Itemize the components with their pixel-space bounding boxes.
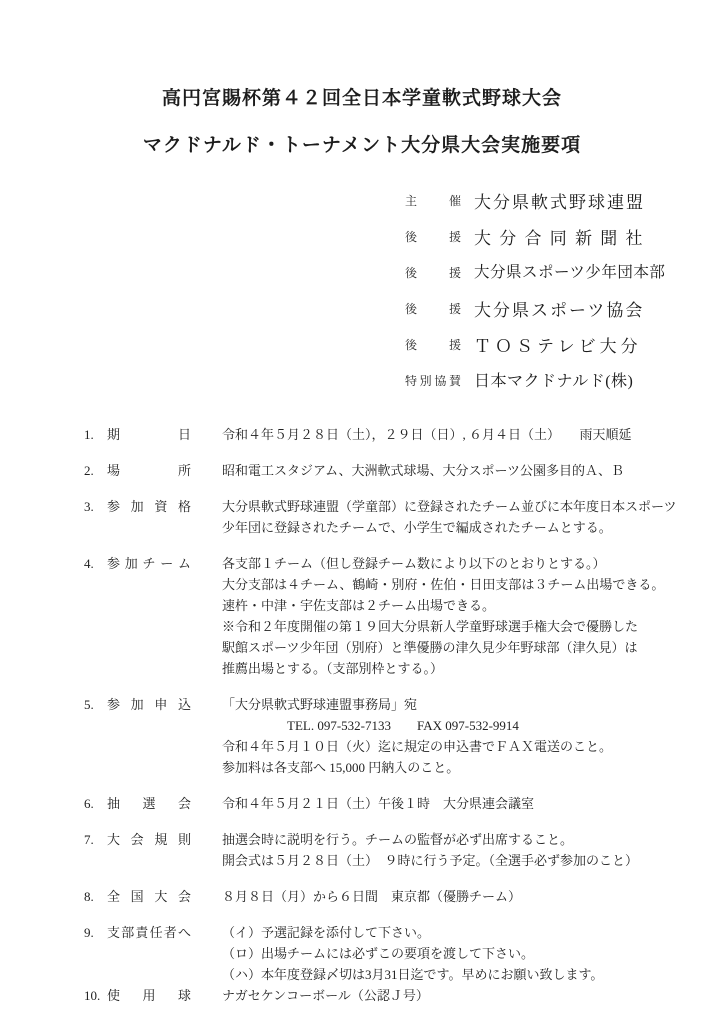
document-title-line2: マクドナルド・トーナメント大分県大会実施要項	[142, 135, 582, 156]
item-number: 6.	[84, 796, 94, 811]
content-line: 昭和電工スタジアム、大洲軟式球場、大分スポーツ公園多目的Ａ、Ｂ	[222, 463, 624, 478]
content-line: （ロ）出場チームには必ずこの要項を渡して下さい。	[222, 946, 535, 961]
item-number: 1.	[84, 427, 94, 442]
list-item	[84, 424, 684, 445]
item-label: 参 加 チ ー ム	[107, 556, 191, 571]
content-line: 令和４年５月１０日（火）迄に規定の申込書でＦＡＸ電送のこと。	[222, 739, 613, 754]
content-line: 駅館スポーツ少年団（別府）と準優勝の津久見少年野球部（津久見）は	[222, 640, 638, 655]
sponsor-role-label: 後 援	[405, 265, 461, 280]
sponsor-role-label: 後 援	[405, 301, 461, 316]
sponsor-name: 大 分 合 同 新 聞 社	[474, 229, 645, 248]
content-line: 少年団に登録されたチームで、小学生で編成されたチームとする。	[222, 520, 612, 535]
item-number: 10.	[84, 988, 101, 1003]
item-number: 4.	[84, 556, 94, 571]
list-item	[84, 829, 684, 871]
sponsor-row	[405, 368, 665, 392]
item-number: 5.	[84, 697, 94, 712]
items-list	[84, 424, 684, 1021]
content-line: ※令和２年度開催の第１９回大分県新人学童野球選手権大会で優勝した	[222, 619, 639, 634]
item-content	[222, 694, 612, 778]
item-number: 2.	[84, 463, 94, 478]
item-label: 場 所	[107, 463, 191, 478]
sponsor-name: 大分県軟式野球連盟	[474, 193, 645, 212]
item-content	[222, 496, 676, 538]
document-title-line1: 高円宮賜杯第４２回全日本学童軟式野球大会	[161, 88, 562, 109]
item-content	[222, 922, 603, 985]
item-content	[222, 985, 429, 1006]
content-line: 参加料は各支部へ 15,000 円納入のこと。	[222, 760, 460, 775]
list-item	[84, 496, 684, 538]
content-line: 推薦出場とする。（支部別枠とする。）	[222, 661, 444, 676]
content-line: 令和４年５月２１日（土）午後１時 大分県連会議室	[222, 796, 535, 811]
item-number: 9.	[84, 925, 94, 940]
sponsor-name: 日本マクドナルド(株)	[474, 373, 634, 390]
sponsor-role-label: 主 催	[405, 193, 461, 208]
item-number: 8.	[84, 889, 94, 904]
sponsor-row	[405, 296, 665, 320]
content-line: 抽選会時に説明を行う。チームの監督が必ず出席すること。	[222, 832, 574, 847]
sponsor-role-label: 後 援	[405, 229, 461, 244]
item-label: 抽 選 会	[107, 796, 191, 811]
item-content	[222, 553, 664, 679]
content-line: 開会式は５月２８日（土） ９時に行う予定。（全選手必ず参加のこと）	[222, 853, 639, 868]
sponsor-name: 大分県スポーツ少年団本部	[474, 264, 666, 281]
item-content	[222, 424, 632, 445]
sponsor-name: 大分県スポーツ協会	[474, 301, 645, 320]
content-line: 令和４年５月２８日（土），２９日（日）, ６月４日（土） 雨天順延	[222, 427, 632, 442]
list-item	[84, 793, 684, 814]
list-item	[84, 886, 684, 907]
item-content	[222, 793, 534, 814]
content-line: 各支部１チーム（但し登録チーム数により以下のとおりとする。）	[222, 556, 606, 571]
content-line: 「大分県軟式野球連盟事務局」宛	[222, 697, 418, 712]
list-item	[84, 553, 684, 679]
sponsor-row	[405, 332, 665, 356]
item-content	[222, 829, 638, 871]
content-line: （ハ）本年度登録〆切は3月31日迄です。早めにお願い致します。	[222, 967, 604, 982]
item-content	[222, 886, 521, 907]
title-block	[0, 0, 724, 158]
sponsor-role-label: 後 援	[405, 337, 461, 352]
content-line: 速杵・中津・宇佐支部は２チーム出場できる。	[222, 598, 496, 613]
list-item	[84, 460, 684, 481]
item-label: 使 用 球	[107, 988, 191, 1003]
item-content	[222, 460, 624, 481]
content-line: 大分支部は４チーム、鶴崎・別府・佐伯・日田支部は３チーム出場できる。	[222, 577, 665, 592]
sponsor-name: ＴＯＳテレビ大分	[474, 337, 642, 356]
content-line: 大分県軟式野球連盟（学童部）に登録されたチーム並びに本年度日本スポーツ	[222, 499, 677, 514]
item-label: 支 部 責 任 者 へ	[107, 925, 191, 940]
content-line: （イ）予選記録を添付して下さい。	[222, 925, 431, 940]
sponsor-block	[405, 188, 665, 404]
content-line: ８月８日（月）から６日間 東京都（優勝チーム）	[222, 889, 522, 904]
list-item	[84, 985, 684, 1006]
content-line: ナガセケンコーボール（公認Ｊ号）	[222, 988, 429, 1003]
list-item	[84, 922, 684, 985]
sponsor-row	[405, 260, 665, 284]
item-number: 7.	[84, 832, 94, 847]
list-item	[84, 694, 684, 778]
sponsor-role-label: 特 別 協 賛	[405, 373, 461, 388]
content-line: TEL. 097-532-7133 FAX 097-532-9914	[222, 718, 519, 733]
item-label: 参 加 申 込	[107, 697, 191, 712]
item-label: 期 日	[107, 427, 191, 442]
item-label: 参 加 資 格	[107, 499, 191, 514]
sponsor-row	[405, 224, 665, 248]
item-number: 3.	[84, 499, 94, 514]
sponsor-row	[405, 188, 665, 212]
item-label: 全 国 大 会	[107, 889, 191, 904]
item-label: 大 会 規 則	[107, 832, 191, 847]
